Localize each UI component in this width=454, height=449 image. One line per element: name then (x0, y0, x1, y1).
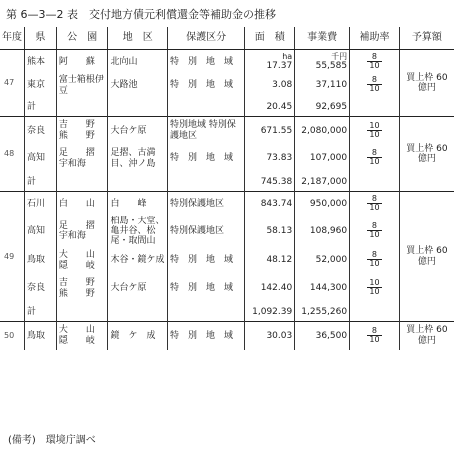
district-cell: 北向山 (108, 50, 168, 74)
park-cell (56, 98, 108, 117)
rate-cell (350, 145, 400, 173)
area-cell: 48.12 (245, 247, 295, 275)
prefecture-cell: 高知 (25, 145, 57, 173)
prefecture-cell: 計 (25, 303, 57, 322)
table-row (0, 247, 454, 275)
header-row (0, 27, 454, 50)
park-cell: 大 山 隠 岐 (56, 322, 108, 350)
rate-numerator: 10 (369, 278, 380, 288)
unit-thousand-yen: 千円 (331, 51, 348, 61)
zone-cell: 特別地域 特別保護地区 (167, 117, 244, 145)
district-cell: 柏島・大堂、亀井谷、松尾・取間山 (108, 216, 168, 247)
table-row (0, 192, 454, 216)
park-cell: 足 摺 宇和海 (56, 145, 108, 173)
cost-cell: 108,960 (295, 216, 350, 247)
prefecture-cell: 奈良 (25, 117, 57, 145)
rate-fraction (367, 279, 381, 296)
rate-cell (350, 247, 400, 275)
park-cell (56, 173, 108, 192)
rate-fraction (367, 53, 381, 70)
header-park: 公 園 (56, 27, 108, 50)
district-cell: 白 峰 (108, 192, 168, 216)
cost-cell: 144,300 (295, 275, 350, 303)
zone-cell: 特別保護地区 (167, 192, 244, 216)
rate-denominator: 10 (369, 129, 380, 139)
total-row (0, 98, 454, 117)
header-rate: 補助率 (350, 27, 400, 50)
park-cell (56, 303, 108, 322)
cost-cell: 2,080,000 (295, 117, 350, 145)
year-cell: 47 (4, 78, 15, 88)
cost-cell (295, 50, 350, 74)
rate-cell (350, 322, 400, 350)
rate-cell (350, 303, 400, 322)
district-cell: 大台ケ原 (108, 117, 168, 145)
table-row (0, 74, 454, 98)
park-cell: 阿 蘇 (56, 50, 108, 74)
district-cell: 木谷・鏡ケ成 (108, 247, 168, 275)
zone-cell: 特 別 地 域 (167, 247, 244, 275)
rate-numerator: 8 (367, 251, 381, 260)
zone-cell (167, 173, 244, 192)
rate-fraction (367, 327, 381, 344)
zone-cell: 特 別 地 域 (167, 145, 244, 173)
cost-value: 55,585 (315, 61, 348, 72)
park-cell: 吉 野 熊 野 (56, 275, 108, 303)
subsidy-table (0, 27, 454, 350)
table-row (0, 117, 454, 145)
area-cell: 73.83 (245, 145, 295, 173)
rate-cell (350, 117, 400, 145)
park-cell: 足 摺 宇和海 (56, 216, 108, 247)
area-cell: 3.08 (245, 74, 295, 98)
zone-cell: 特 別 地 域 (167, 322, 244, 350)
year-cell: 49 (0, 192, 25, 322)
prefecture-cell: 奈良 (25, 275, 57, 303)
area-cell: 30.03 (245, 322, 295, 350)
area-cell: 671.55 (245, 117, 295, 145)
rate-fraction (367, 122, 381, 139)
zone-cell: 特 別 地 域 (167, 50, 244, 74)
rate-fraction (367, 149, 381, 166)
park-cell: 大 山 隠 岐 (56, 247, 108, 275)
area-value: 17.37 (266, 61, 293, 72)
rate-numerator: 8 (367, 327, 381, 336)
rate-denominator: 10 (369, 60, 380, 70)
rate-cell (350, 275, 400, 303)
rate-numerator: 8 (367, 149, 381, 158)
table-title: 第 6—3—2 表 交付地方債元利償還金等補助金の推移 (6, 8, 276, 21)
rate-fraction (367, 251, 381, 268)
prefecture-cell: 石川 (25, 192, 57, 216)
rate-cell (350, 216, 400, 247)
rate-numerator: 8 (367, 222, 381, 231)
rate-numerator: 10 (369, 120, 380, 130)
prefecture-cell: 鳥取 (25, 322, 57, 350)
area-cell: 843.74 (245, 192, 295, 216)
district-cell: 足摺、古満目、沖ノ島 (108, 145, 168, 173)
rate-numerator: 8 (367, 76, 381, 85)
district-cell (108, 303, 168, 322)
district-cell (108, 173, 168, 192)
rate-cell (350, 192, 400, 216)
zone-cell: 特 別 地 域 (167, 275, 244, 303)
district-cell (108, 98, 168, 117)
year-cell: 48 (0, 117, 25, 192)
rate-denominator: 10 (369, 334, 380, 344)
table-row (0, 275, 454, 303)
rate-denominator: 10 (369, 84, 380, 94)
rate-denominator: 10 (369, 229, 380, 239)
area-cell: 20.45 (245, 98, 295, 117)
table-row (0, 145, 454, 173)
cost-cell: 1,255,260 (295, 303, 350, 322)
budget-cell: 買上枠 60億円 (399, 322, 454, 350)
header-area: 面 積 (245, 27, 295, 50)
cost-cell: 92,695 (295, 98, 350, 117)
table-body (0, 50, 454, 350)
budget-cell: 買上枠 60億円 (399, 192, 454, 322)
park-cell: 富士箱根伊豆 (56, 74, 108, 98)
area-cell: 745.38 (245, 173, 295, 192)
area-cell: 58.13 (245, 216, 295, 247)
rate-denominator: 10 (369, 157, 380, 167)
prefecture-cell: 熊本 (25, 50, 57, 74)
rate-denominator: 10 (369, 202, 380, 212)
area-cell: 142.40 (245, 275, 295, 303)
total-row (0, 173, 454, 192)
cost-cell: 950,000 (295, 192, 350, 216)
area-cell (245, 50, 295, 74)
zone-cell (167, 303, 244, 322)
cost-cell: 52,000 (295, 247, 350, 275)
rate-cell (350, 98, 400, 117)
table-row (0, 322, 454, 350)
header-prefecture: 県 (25, 27, 57, 50)
year-cell: 50 (0, 322, 25, 350)
header-cost: 事業費 (295, 27, 350, 50)
district-cell: 大路池 (108, 74, 168, 98)
header-year: 年度 (0, 27, 25, 50)
budget-cell: 買上枠 60億円 (399, 117, 454, 192)
table-row (0, 216, 454, 247)
zone-cell: 特別保護地区 (167, 216, 244, 247)
district-cell: 大台ケ原 (108, 275, 168, 303)
cost-cell: 37,110 (295, 74, 350, 98)
unit-ha: ha (282, 51, 293, 61)
rate-numerator: 8 (367, 195, 381, 204)
district-cell: 鏡 ケ 成 (108, 322, 168, 350)
rate-fraction (367, 222, 381, 239)
rate-cell (350, 74, 400, 98)
rate-denominator: 10 (369, 259, 380, 269)
cost-cell: 36,500 (295, 322, 350, 350)
table-row (0, 50, 454, 74)
total-row (0, 303, 454, 322)
rate-cell (350, 173, 400, 192)
budget-cell: 買上枠 60億円 (399, 50, 454, 117)
prefecture-cell: 鳥取 (25, 247, 57, 275)
cost-cell: 2,187,000 (295, 173, 350, 192)
header-zone: 保護区分 (167, 27, 244, 50)
rate-cell (350, 50, 400, 74)
prefecture-cell: 計 (25, 173, 57, 192)
park-cell: 吉 野 熊 野 (56, 117, 108, 145)
park-cell: 白 山 (56, 192, 108, 216)
zone-cell (167, 98, 244, 117)
rate-fraction (367, 76, 381, 93)
cost-cell: 107,000 (295, 145, 350, 173)
header-budget: 予算額 (399, 27, 454, 50)
prefecture-cell: 東京 (25, 74, 57, 98)
prefecture-cell: 高知 (25, 216, 57, 247)
zone-cell: 特 別 地 域 (167, 74, 244, 98)
table-note: (備考) 環境庁調べ (8, 435, 96, 446)
prefecture-cell: 計 (25, 98, 57, 117)
header-district: 地 区 (108, 27, 168, 50)
area-cell: 1,092.39 (245, 303, 295, 322)
rate-fraction (367, 195, 381, 212)
rate-denominator: 10 (369, 287, 380, 297)
rate-numerator: 8 (367, 53, 381, 62)
